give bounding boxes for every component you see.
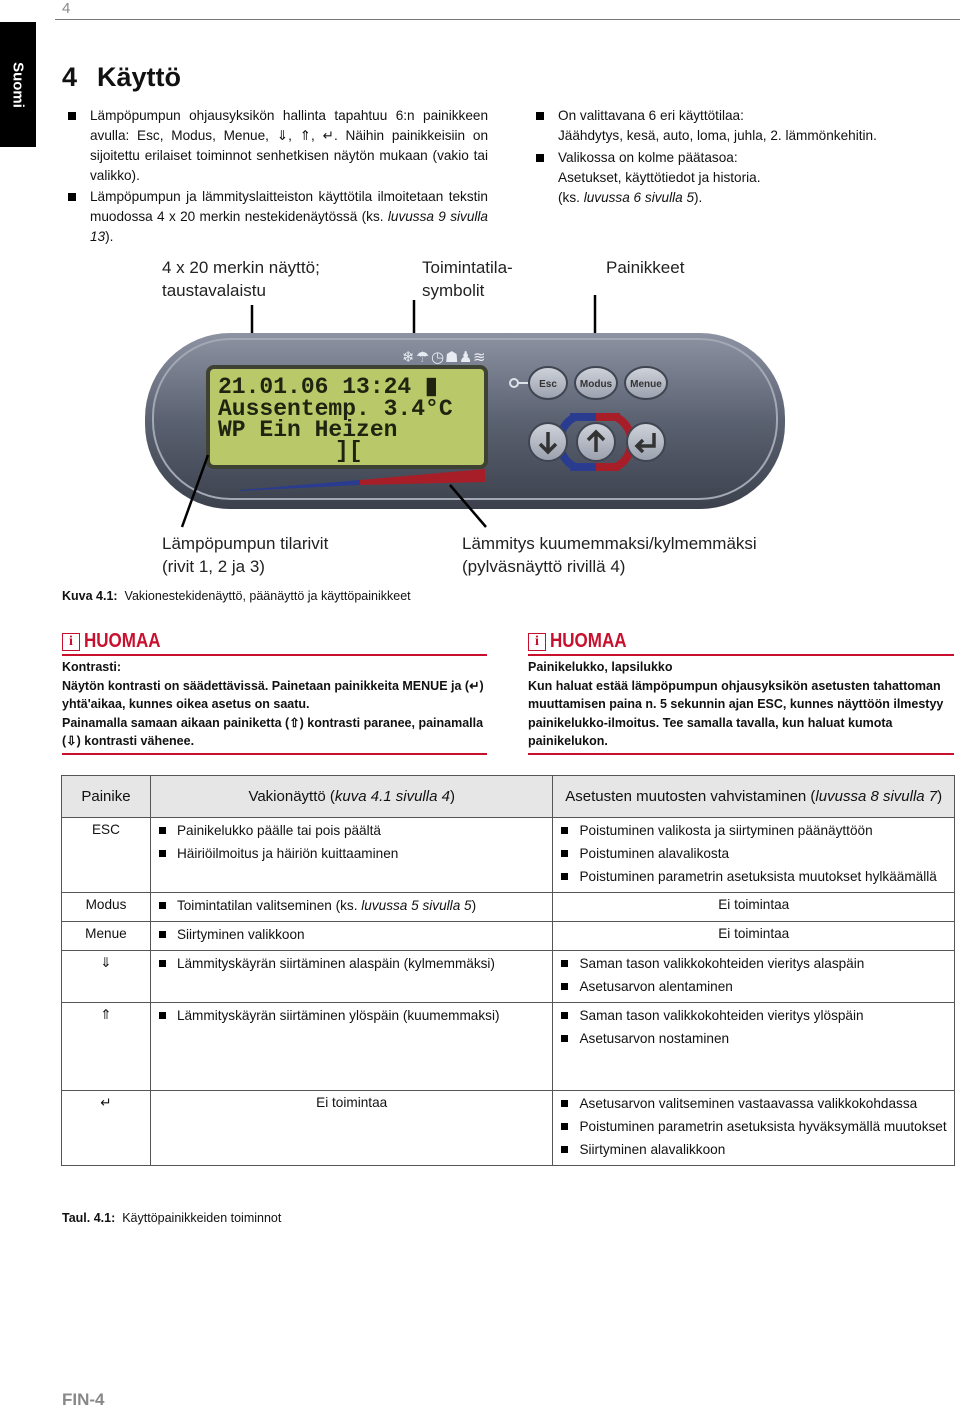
- bullet-marker: [536, 112, 544, 120]
- header-button: Painike: [62, 776, 151, 818]
- table-caption: Taul. 4.1: Käyttöpainikkeiden toiminnot: [62, 1211, 282, 1225]
- note-contrast: i HUOMAA Kontrasti: Näytön kontrasti on säädettävissä. Painetaan painikkeita MENUE ja (↵) yhtä'aikaa, kunnes oikea asetus on saatu. Painamalla samaan aikaan painiketta (⇧) kontrasti paranee, painamalla (⇩) kontrasti vähenee.: [62, 630, 487, 755]
- note-title: HUOMAA: [550, 630, 627, 652]
- svg-text:Modus: Modus: [579, 379, 613, 390]
- enter-button[interactable]: [627, 423, 665, 461]
- lcd-line-2: Aussentemp. 3.4°C: [218, 396, 453, 422]
- header-settings: Asetusten muutosten vahvistaminen (luvussa 8 sivulla 7): [553, 776, 955, 818]
- left-bullet-2: [68, 187, 488, 247]
- menue-button[interactable]: [625, 367, 667, 399]
- page-footer: FIN-4: [62, 1390, 105, 1409]
- lcd-line-1: 21.01.06 13:24 ▮: [218, 374, 438, 400]
- cross-reference[interactable]: luvussa 9 sivulla 13: [90, 209, 488, 244]
- language-tab-label: Suomi: [9, 61, 27, 108]
- callout-buttons: Painikkeet: [606, 258, 685, 277]
- svg-text:♟: ♟: [459, 348, 473, 366]
- esc-button[interactable]: [529, 367, 567, 399]
- lcd-line-3: WP Ein Heizen: [218, 417, 398, 443]
- right-bullet-1: On valittavana 6 eri käyttötilaa: Jäähdytys, kesä, auto, loma, juhla, 2. lämmönkehitin.: [536, 106, 956, 146]
- callout-symbols: Toimintatila- symbolit: [422, 258, 513, 300]
- mode-symbols: [402, 348, 486, 366]
- header-standard-display: Vakionäyttö (kuva 4.1 sivulla 4): [150, 776, 553, 818]
- svg-text:☗: ☗: [445, 348, 459, 366]
- down-button[interactable]: [529, 423, 567, 461]
- callout-status-rows: Lämpöpumpun tilarivit (rivit 1, 2 ja 3): [162, 534, 329, 576]
- cross-reference[interactable]: luvussa 6 sivulla 5: [583, 190, 695, 205]
- note-title: HUOMAA: [84, 630, 161, 652]
- table-row: Modus Toimintatilan valitseminen (ks. luvussa 5 sivulla 5) Ei toimintaa: [62, 893, 955, 922]
- callout-bar-graph: Lämmitys kuumemmaksi/kylmemmäksi (pylväsnäyttö rivillä 4): [462, 534, 757, 576]
- language-tab: [0, 22, 36, 147]
- table-row: ⇑ Lämmityskäyrän siirtäminen ylöspäin (kuumemmaksi) Saman tason valikkokohteiden vieritys ylöspäin Asetusarvon nostaminen: [62, 1003, 955, 1091]
- controller-illustration: [120, 295, 810, 540]
- up-button[interactable]: [577, 423, 615, 461]
- button-function-table: [61, 775, 955, 1166]
- page-number-top: 4: [62, 0, 71, 17]
- info-icon: i: [62, 633, 80, 651]
- svg-text:❄: ❄: [402, 348, 415, 366]
- callout-display: 4 x 20 merkin näyttö; taustavalaistu: [162, 258, 320, 300]
- table-row: ↵ Ei toimintaa Asetusarvon valitseminen vastaavassa valikkokohdassa Poistuminen parametrin asetuksista hyväksymällä muutokset Siirtyminen alavalikkoon: [62, 1091, 955, 1166]
- note-button-lock: i HUOMAA Painikelukko, lapsilukko Kun haluat estää lämpöpumpun ohjausyksikön asetusten tahattoman muuttamisen paina n. 5 sekunnin ajan ESC, kunnes näyttöön ilmestyy painikelukko-ilmoitus. Tee samalla tavalla, kun haluat kumota painikelukon.: [528, 630, 954, 755]
- chapter-title: Käyttö: [97, 62, 182, 92]
- table-row: ⇓ Lämmityskäyrän siirtäminen alaspäin (kylmemmäksi) Saman tason valikkokohteiden vieritys alaspäin Asetusarvon alentaminen: [62, 951, 955, 1003]
- chapter-heading: [62, 62, 181, 93]
- svg-text:≋: ≋: [473, 348, 486, 366]
- modus-button[interactable]: [575, 367, 617, 399]
- bullet-marker: [68, 112, 76, 120]
- svg-text:Menue: Menue: [630, 379, 662, 390]
- chapter-number: 4: [62, 62, 78, 92]
- bullet-text: Lämpöpumpun ohjausyksikön hallinta tapahtuu 6:n painikkeen avulla: Esc, Modus, Menue, ⇓, ⇑, ↵. Näihin painikkeisiin on sijoitettu erilaiset toiminnot senhetkisen näytön mukaan (vakio tai valikko).: [90, 108, 488, 183]
- bullet-text: Lämpöpumpun ja lämmityslaitteiston käyttötila ilmoitetaan tekstin muodossa 4 x 20 merkin nestekidenäytössä (ks. luvussa 9 sivulla 13).: [90, 189, 488, 244]
- lcd-line-4: ][: [335, 438, 363, 464]
- figure-caption: Kuva 4.1: Vakionestekidenäyttö, päänäyttö ja käyttöpainikkeet: [62, 589, 411, 603]
- right-bullet-2: Valikossa on kolme päätasoa: Asetukset, käyttötiedot ja historia. (ks. luvussa 6 sivulla 5).: [536, 148, 956, 208]
- info-icon: i: [528, 633, 546, 651]
- svg-text:◷: ◷: [431, 348, 445, 366]
- bullet-marker: [536, 154, 544, 162]
- table-row: ESC Painikelukko päälle tai pois päältä Häiriöilmoitus ja häiriön kuittaaminen Poistuminen valikosta ja siirtyminen päänäyttöön Poistuminen alavalikosta Poistuminen parametrin asetuksista muutokset hylkäämällä: [62, 818, 955, 893]
- bullet-marker: [68, 193, 76, 201]
- table-row: Menue Siirtyminen valikkoon Ei toimintaa: [62, 922, 955, 951]
- svg-text:☂: ☂: [416, 348, 430, 366]
- top-rule: [55, 19, 960, 20]
- left-bullet-1: [68, 106, 488, 186]
- svg-text:Esc: Esc: [539, 379, 557, 390]
